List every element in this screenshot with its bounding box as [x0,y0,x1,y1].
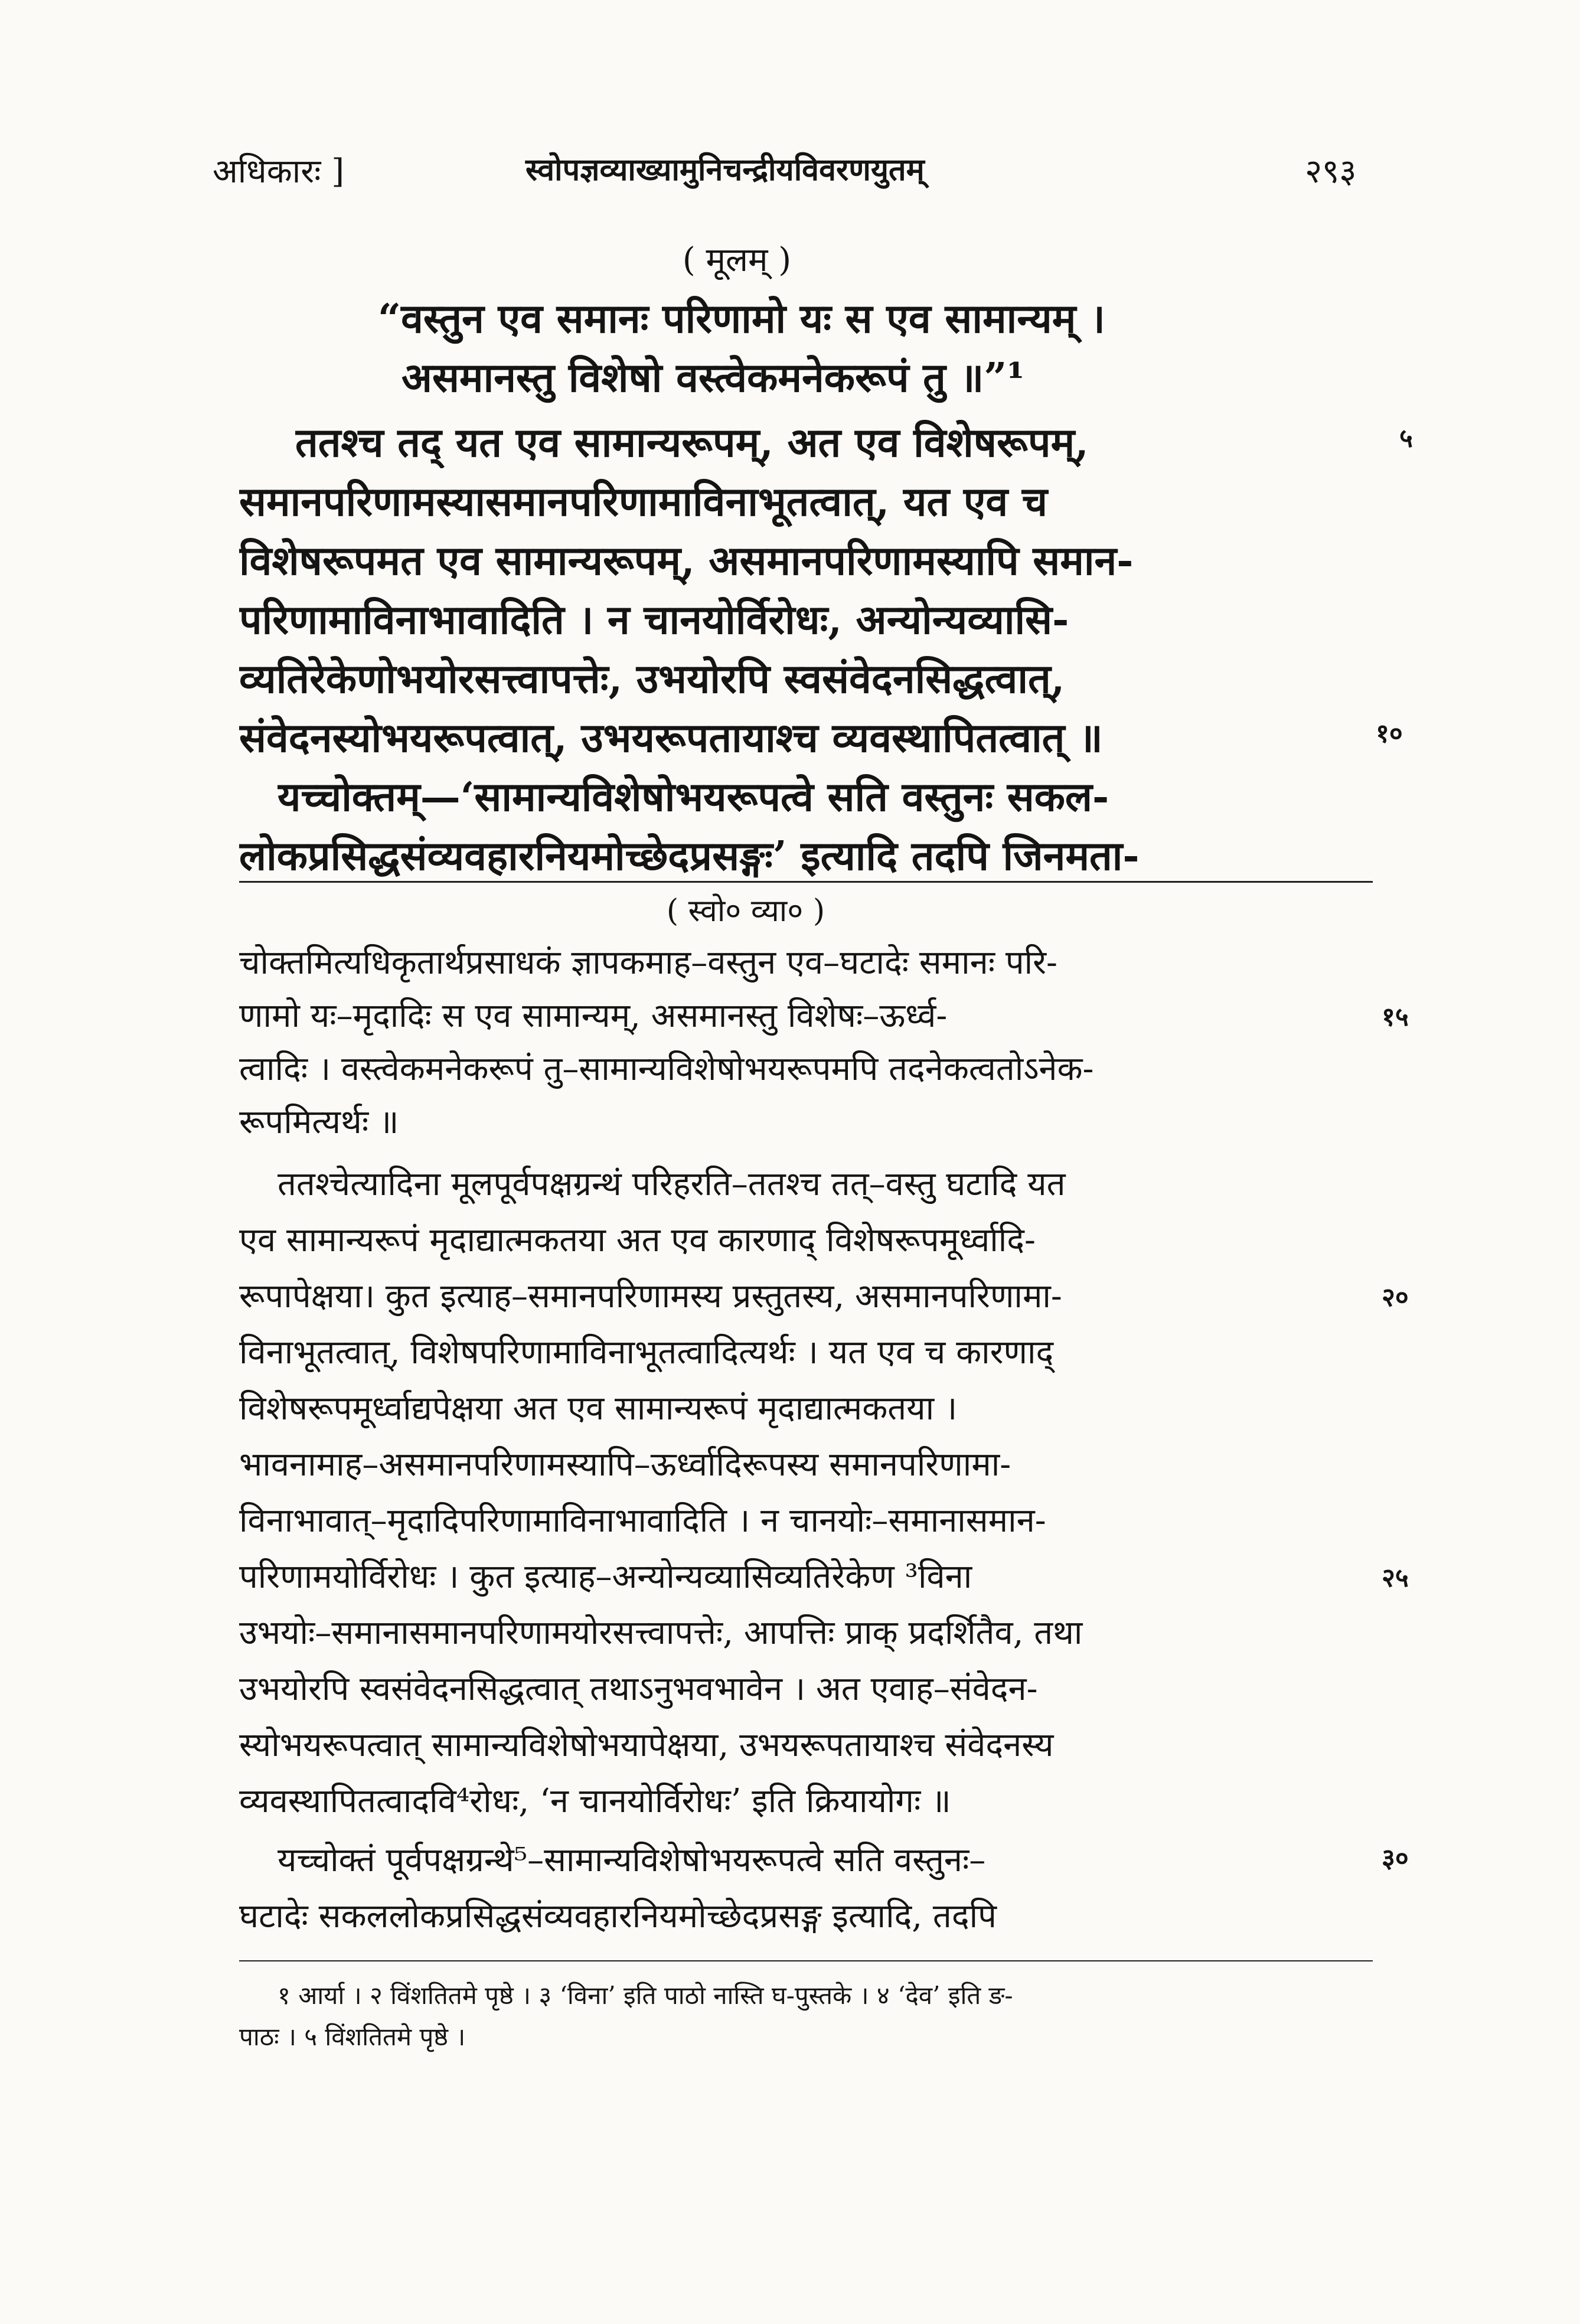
line-number-5: ५ [1399,423,1413,453]
section-divider [239,881,1373,883]
footnote-line-1: १ आर्या । २ विंशतितमे पृष्ठे । ३ ‘विना’ इति पाठो नास्ति घ-पुस्तके । ४ ‘देव’ इति ङ- [278,1981,1013,2010]
commentary-line-12: परिणामयोर्विरोधः । कुत इत्याह–अन्योन्यव्यासिव्यतिरेकेण ³विना [239,1558,972,1596]
main-line-8: लोकप्रसिद्धसंव्यवहारनियमोच्छेदप्रसङ्गः’ इत्यादि तदपि जिनमता- [239,833,1140,880]
main-line-7: यच्चोक्तम्—‘सामान्यविशेषोभयरूपत्वे सति वस्तुनः सकल- [278,773,1109,821]
commentary-line-3: त्वादिः । वस्त्वेकमनेकरूपं तु–सामान्यविशेषोभयरूपमपि तदनेकत्वतोऽनेक- [239,1050,1094,1088]
footnote-line-2: पाठः । ५ विंशतितमे पृष्ठे । [239,2022,466,2051]
commentary-line-13: उभयोः–समानासमानपरिणामयोरसत्त्वापत्तेः, आपत्तिः प्राक् प्रदर्शितैव, तथा [239,1614,1083,1652]
commentary-line-14: उभयोरपि स्वसंवेदनसिद्धत्वात् तथाऽनुभवभावेन । अत एवाह–संवेदन- [239,1670,1038,1708]
commentary-line-18: घटादेः सकललोकप्रसिद्धसंव्यवहारनियमोच्छेदप्रसङ्ग इत्यादि, तदपि [239,1897,997,1935]
mula-heading: ( मूलम् ) [682,241,792,279]
main-line-2: समानपरिणामस्यासमानपरिणामाविनाभूतत्वात्, यत एव च [239,478,1048,525]
commentary-line-15: स्योभयरूपत्वात् सामान्यविशेषोभयापेक्षया, उभयरूपतायाश्च संवेदनस्य [239,1726,1054,1764]
verse-line-2: असमानस्तु विशेषो वस्त्वेकमनेकरूपं तु ॥”¹ [401,354,1025,402]
running-title: स्वोपज्ञव्याख्यामुनिचन्द्रीयविवरणयुतम् [525,152,925,188]
commentary-line-8: विनाभूतत्वात्, विशेषपरिणामाविनाभूतत्वादित्यर्थः । यत एव च कारणाद् [239,1333,1054,1372]
verse-line-1: “वस्तुन एव समानः परिणामो यः स एव सामान्यम् । [378,295,1105,342]
footnote-divider [239,1960,1373,1961]
line-number-10: १० [1376,719,1403,749]
commentary-line-6: एव सामान्यरूपं मृदाद्यात्मकतया अत एव कारणाद् विशेषरूपमूर्ध्वादि- [239,1221,1036,1259]
commentary-line-4: रूपमित्यर्थः ॥ [239,1103,399,1141]
main-line-1: ततश्च तद् यत एव सामान्यरूपम्, अत एव विशेषरूपम्, [295,419,1089,466]
commentary-line-2: णामो यः–मृदादिः स एव सामान्यम्, असमानस्तु विशेषः–ऊर्ध्व- [239,997,948,1035]
main-line-6: संवेदनस्योभयरूपत्वात्, उभयरूपतायाश्च व्यवस्थापितत्वात् ॥ [239,714,1103,762]
main-line-3: विशेषरूपमत एव सामान्यरूपम्, असमानपरिणामस्यापि समान- [239,537,1134,585]
commentary-line-10: भावनामाह–असमानपरिणामस्यापि–ऊर्ध्वादिरूपस्य समानपरिणामा- [239,1445,1011,1484]
main-line-4: परिणामाविनाभावादिति । न चानयोर्विरोधः, अन्योन्यव्यासि- [239,596,1069,644]
page-number: २९३ [1305,152,1357,191]
commentary-line-1: चोक्तमित्यधिकृतार्थप्रसाधकं ज्ञापकमाह–वस्तुन एव–घटादेः समानः परि- [239,944,1057,982]
line-number-20: २० [1382,1282,1409,1313]
main-line-5: व्यतिरेकेणोभयोरसत्त्वापत्तेः, उभयोरपि स्वसंवेदनसिद्धत्वात्, [239,655,1065,703]
commentary-line-11: विनाभावात्–मृदादिपरिणामाविनाभावादिति । न चानयोः–समानासमान- [239,1502,1046,1540]
line-number-30: ३० [1382,1843,1409,1873]
commentary-heading: ( स्वो० व्या० ) [666,893,825,929]
commentary-line-16: व्यवस्थापितत्वादवि⁴रोधः, ‘न चानयोर्विरोधः’ इति क्रियायोगः ॥ [239,1782,951,1820]
commentary-line-9: विशेषरूपमूर्ध्वाद्यपेक्षया अत एव सामान्यरूपं मृदाद्यात्मकतया । [239,1389,958,1428]
chapter-label: अधिकारः ] [213,152,345,191]
line-number-25: २५ [1382,1563,1409,1593]
commentary-line-7: रूपापेक्षया। कुत इत्याह–समानपरिणामस्य प्रस्तुतस्य, असमानपरिणामा- [239,1277,1062,1316]
commentary-line-5: ततश्चेत्यादिना मूलपूर्वपक्षग्रन्थं परिहरति–ततश्च तत्–वस्तु घटादि यत [278,1165,1066,1203]
commentary-line-17: यच्चोक्तं पूर्वपक्षग्रन्थे⁵–सामान्यविशेषोभयरूपत्वे सति वस्तुनः– [278,1841,986,1879]
line-number-15: १५ [1382,1002,1409,1032]
